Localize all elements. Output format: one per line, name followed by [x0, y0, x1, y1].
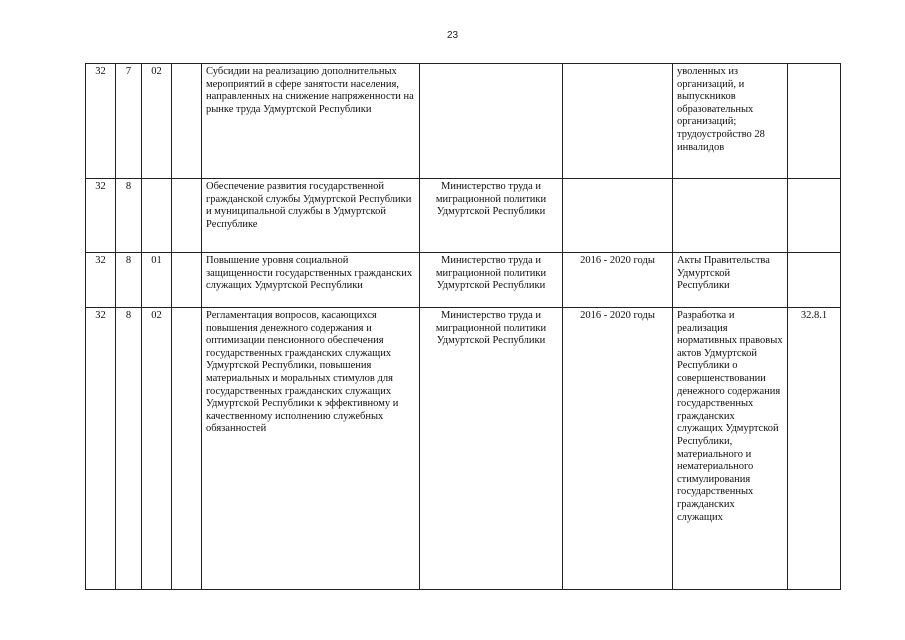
- result-cell: Разработка и реализация нормативных правовых актов Удмуртской Республики о совершенствовании денежного содержания государственных гражданских служащих Удмуртской Республики, материального и нематериального стимулирования государственных гражданских служащих: [673, 308, 788, 590]
- m-cell: [172, 253, 202, 308]
- gp-cell: 32: [86, 179, 116, 253]
- m-cell: [172, 179, 202, 253]
- indicator-cell: [788, 64, 841, 179]
- m-cell: [172, 64, 202, 179]
- executor-cell: Министерство труда и миграционной политики Удмуртской Республики: [420, 308, 563, 590]
- result-cell: Акты Правительства Удмуртской Республики: [673, 253, 788, 308]
- measure-name-cell: Регламентация вопросов, касающихся повышения денежного содержания и оптимизации пенсионного обеспечения государственных гражданских служащих Удмуртской Республики, повышения материальных и моральных стимулов для государственных гражданских служащих Удмуртской Республики к эффективному и качественному исполнению служебных обязанностей: [202, 308, 420, 590]
- pp-cell: 8: [116, 308, 142, 590]
- period-cell: 2016 - 2020 годы: [563, 253, 673, 308]
- result-cell: уволенных из организаций, и выпускников образовательных организаций; трудоустройство 28 инвалидов: [673, 64, 788, 179]
- period-cell: 2016 - 2020 годы: [563, 308, 673, 590]
- period-cell: [563, 179, 673, 253]
- executor-cell: [420, 64, 563, 179]
- period-cell: [563, 64, 673, 179]
- measure-name-cell: Повышение уровня социальной защищенности государственных гражданских служащих Удмуртской Республики: [202, 253, 420, 308]
- indicator-cell: [788, 179, 841, 253]
- om-cell: 02: [142, 64, 172, 179]
- executor-cell: Министерство труда и миграционной политики Удмуртской Республики: [420, 253, 563, 308]
- page-number: 23: [446, 30, 459, 41]
- result-cell: [673, 179, 788, 253]
- pp-cell: 7: [116, 64, 142, 179]
- om-cell: [142, 179, 172, 253]
- table-row: [86, 253, 841, 308]
- indicator-cell: 32.8.1: [788, 308, 841, 590]
- pp-cell: 8: [116, 253, 142, 308]
- pp-cell: 8: [116, 179, 142, 253]
- executor-cell: Министерство труда и миграционной политики Удмуртской Республики: [420, 179, 563, 253]
- measure-name-cell: Субсидии на реализацию дополнительных мероприятий в сфере занятости населения, направленных на снижение напряженности на рынке труда Удмуртской Республики: [202, 64, 420, 179]
- program-measures-table: [85, 63, 841, 590]
- m-cell: [172, 308, 202, 590]
- table-row: [86, 308, 841, 590]
- measure-name-cell: Обеспечение развития государственной гражданской службы Удмуртской Республики и муниципальной службы в Удмуртской Республике: [202, 179, 420, 253]
- om-cell: 02: [142, 308, 172, 590]
- indicator-cell: [788, 253, 841, 308]
- table-row: [86, 64, 841, 179]
- gp-cell: 32: [86, 308, 116, 590]
- om-cell: 01: [142, 253, 172, 308]
- table-row: [86, 179, 841, 253]
- gp-cell: 32: [86, 253, 116, 308]
- gp-cell: 32: [86, 64, 116, 179]
